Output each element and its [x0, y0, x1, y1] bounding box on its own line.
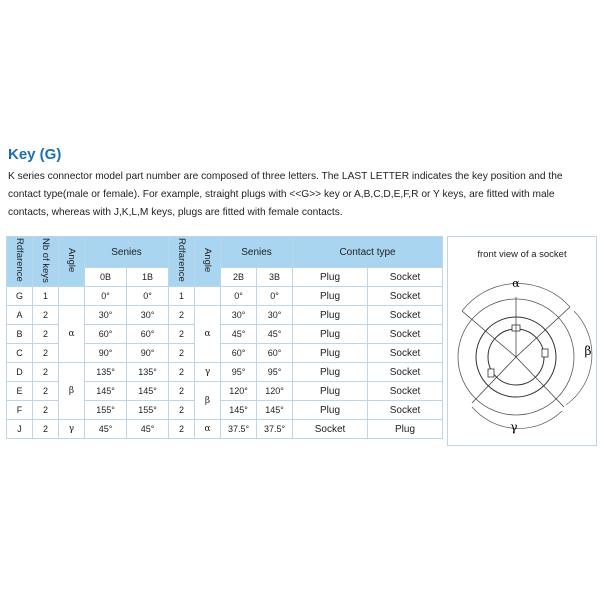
cell-1b: 155° — [127, 401, 169, 420]
table-row — [7, 363, 443, 382]
cell-nb: 2 — [33, 401, 59, 420]
cell-angle2-beta: β — [195, 382, 221, 420]
cell-1b: 145° — [127, 382, 169, 401]
cell-angle-gamma: γ — [59, 420, 85, 439]
cell-nb: 2 — [33, 382, 59, 401]
cell-ref: A — [7, 306, 33, 325]
subheader-2b: 2B — [221, 268, 257, 287]
key-notch-left — [488, 369, 494, 377]
cell-angle — [59, 287, 85, 306]
cell-contact-2: Socket — [368, 287, 443, 306]
cell-0b: 155° — [85, 401, 127, 420]
cell-0b: 45° — [85, 420, 127, 439]
cell-2b: 95° — [221, 363, 257, 382]
cell-3b: 0° — [257, 287, 293, 306]
cell-3b: 30° — [257, 306, 293, 325]
cell-angle2 — [195, 287, 221, 306]
cell-3b: 37.5° — [257, 420, 293, 439]
cell-0b: 30° — [85, 306, 127, 325]
cell-angle2-alpha: α — [195, 420, 221, 439]
table-row — [7, 306, 443, 325]
cell-contact-1: Plug — [293, 325, 368, 344]
cell-3b: 145° — [257, 401, 293, 420]
cell-nb2: 2 — [169, 382, 195, 401]
cell-2b: 45° — [221, 325, 257, 344]
cell-nb: 1 — [33, 287, 59, 306]
cell-ref: G — [7, 287, 33, 306]
cell-3b: 60° — [257, 344, 293, 363]
cell-contact-1: Plug — [293, 363, 368, 382]
cell-nb2: 2 — [169, 420, 195, 439]
cell-nb2: 2 — [169, 401, 195, 420]
cell-2b: 30° — [221, 306, 257, 325]
axis-gamma-a — [516, 357, 564, 407]
header-angle: Angle — [59, 237, 85, 287]
header-series-2: Senies — [221, 237, 293, 268]
cell-nb2: 2 — [169, 344, 195, 363]
page-title: Key (G) — [8, 146, 62, 163]
header-reference-2: Rdfarence — [169, 237, 195, 287]
cell-ref: D — [7, 363, 33, 382]
cell-ref: F — [7, 401, 33, 420]
header-nb-keys: Nb of keys — [33, 237, 59, 287]
cell-2b: 145° — [221, 401, 257, 420]
cell-contact-2: Socket — [368, 325, 443, 344]
cell-2b: 37.5° — [221, 420, 257, 439]
cell-1b: 135° — [127, 363, 169, 382]
cell-1b: 60° — [127, 325, 169, 344]
cell-nb2: 1 — [169, 287, 195, 306]
label-alpha: α — [512, 277, 520, 290]
cell-2b: 60° — [221, 344, 257, 363]
cell-angle2-alpha: α — [195, 306, 221, 363]
cell-0b: 60° — [85, 325, 127, 344]
cell-angle2-gamma: γ — [195, 363, 221, 382]
cell-0b: 145° — [85, 382, 127, 401]
header-row — [7, 237, 443, 268]
label-gamma: γ — [510, 420, 518, 434]
cell-nb2: 2 — [169, 363, 195, 382]
cell-nb2: 2 — [169, 325, 195, 344]
cell-ref: B — [7, 325, 33, 344]
cell-contact-2: Socket — [368, 344, 443, 363]
cell-contact-2: Socket — [368, 382, 443, 401]
subheader-3b: 3B — [257, 268, 293, 287]
socket-drawing — [448, 237, 596, 445]
cell-2b: 120° — [221, 382, 257, 401]
header-contact-type: Contact type — [293, 237, 443, 268]
cell-contact-1: Plug — [293, 306, 368, 325]
subheader-0b: 0B — [85, 268, 127, 287]
cell-0b: 135° — [85, 363, 127, 382]
cell-contact-2: Socket — [368, 363, 443, 382]
cell-contact-2: Plug — [368, 420, 443, 439]
socket-diagram — [447, 236, 597, 446]
subheader-1b: 1B — [127, 268, 169, 287]
cell-1b: 30° — [127, 306, 169, 325]
cell-3b: 120° — [257, 382, 293, 401]
cell-contact-1: Plug — [293, 382, 368, 401]
arc-beta — [566, 311, 592, 405]
cell-nb: 2 — [33, 363, 59, 382]
cell-nb: 2 — [33, 344, 59, 363]
cell-contact-1: Plug — [293, 287, 368, 306]
cell-1b: 0° — [127, 287, 169, 306]
table-row — [7, 287, 443, 306]
cell-nb: 2 — [33, 420, 59, 439]
header-reference: Rdfarence — [7, 237, 33, 287]
diagram-title: front view of a socket — [477, 249, 567, 260]
key-table — [6, 236, 443, 439]
cell-contact-1: Socket — [293, 420, 368, 439]
cell-3b: 95° — [257, 363, 293, 382]
cell-0b: 0° — [85, 287, 127, 306]
cell-contact-1: Plug — [293, 344, 368, 363]
cell-2b: 0° — [221, 287, 257, 306]
cell-1b: 45° — [127, 420, 169, 439]
label-beta: β — [584, 344, 592, 358]
key-notch-right — [542, 349, 548, 357]
cell-ref: E — [7, 382, 33, 401]
cell-ref: C — [7, 344, 33, 363]
header-angle-2: Angle — [195, 237, 221, 287]
cell-3b: 45° — [257, 325, 293, 344]
cell-angle-alpha: α — [59, 306, 85, 363]
cell-contact-1: Plug — [293, 401, 368, 420]
subheader-socket: Socket — [368, 268, 443, 287]
table-row — [7, 420, 443, 439]
description-text: K series connector model part number are composed of three letters. The LAST LETTER indicates the key position and the contact type(male or female). For example, straight plugs with <<G>> key or A,B,C,D,E,F,R or Y keys, are fitted with male contacts, whereas with J,K,L,M keys, plugs are fitted with female contacts. — [8, 171, 563, 218]
cell-nb2: 2 — [169, 306, 195, 325]
cell-ref: J — [7, 420, 33, 439]
cell-angle-beta: β — [59, 363, 85, 420]
cell-0b: 90° — [85, 344, 127, 363]
cell-nb: 2 — [33, 325, 59, 344]
cell-contact-2: Socket — [368, 306, 443, 325]
subheader-plug: Plug — [293, 268, 368, 287]
cell-nb: 2 — [33, 306, 59, 325]
cell-1b: 90° — [127, 344, 169, 363]
header-series: Senies — [85, 237, 169, 268]
cell-contact-2: Socket — [368, 401, 443, 420]
